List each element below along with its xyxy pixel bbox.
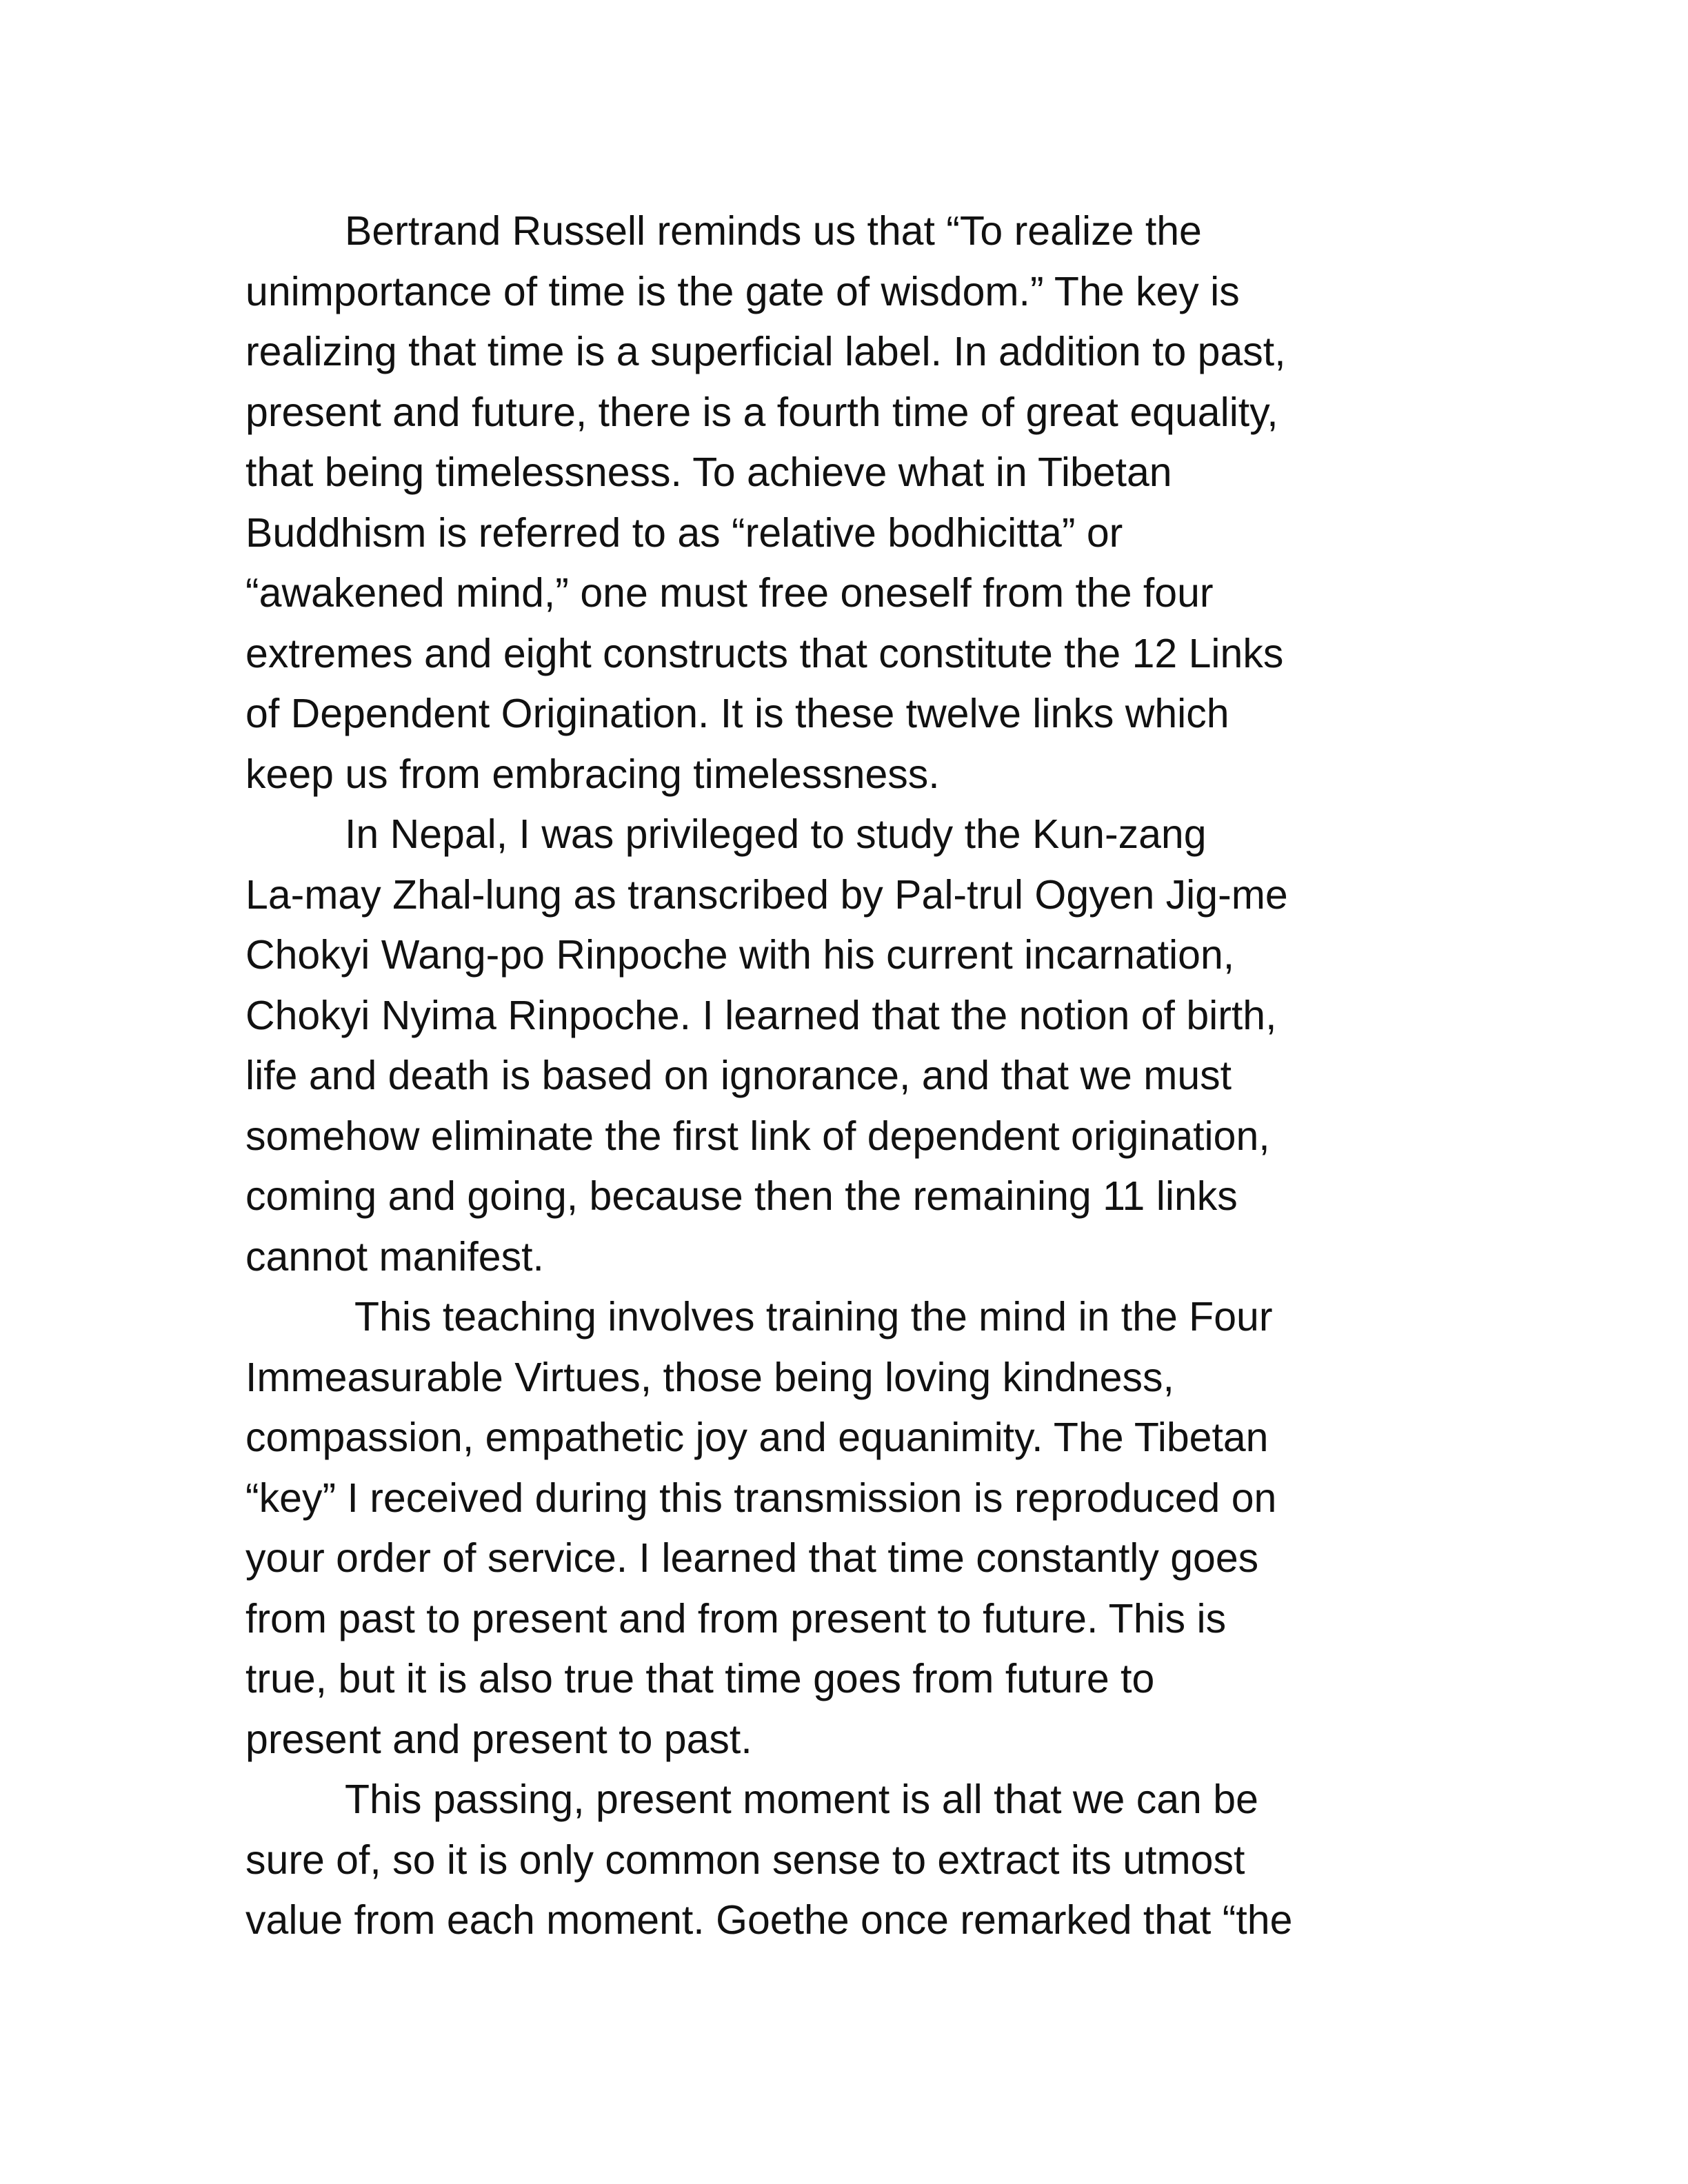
text-line: This teaching involves training the mind in the Four [354,1294,1273,1339]
text-line: “awakened mind,” one must free oneself from the four [245,570,1214,616]
text-line: cannot manifest. [245,1233,544,1280]
text-line: keep us from embracing timelessness. [245,751,940,797]
text-line: La-may Zhal-lung as transcribed by Pal-trul Ogyen Jig-me [245,871,1288,918]
text-line: Immeasurable Virtues, those being loving kindness, [245,1354,1174,1400]
document-body [245,201,1459,1951]
text-line: of Dependent Origination. It is these twelve links which [245,691,1229,736]
paragraph-present-moment [245,1770,1459,1951]
text-line: “key” I received during this transmission is reproduced on [245,1475,1277,1521]
text-line: Chokyi Nyima Rinpoche. I learned that the notion of birth, [245,992,1277,1038]
text-line: This passing, present moment is all that we can be [345,1777,1258,1822]
text-line: from past to present and from present to future. This is [245,1595,1227,1641]
text-line: present and future, there is a fourth time of great equality, [245,389,1278,435]
paragraph-nepal [245,805,1459,1287]
text-line: your order of service. I learned that time constantly goes [245,1535,1259,1581]
text-line: In Nepal, I was privileged to study the Kun-zang [345,811,1207,857]
text-line: life and death is based on ignorance, and that we must [245,1053,1232,1098]
text-line: realizing that time is a superficial label. In addition to past, [245,329,1286,374]
text-line: true, but it is also true that time goes from future to [245,1656,1155,1701]
paragraph-teaching [245,1287,1459,1770]
text-line: sure of, so it is only common sense to extract its utmost [245,1837,1245,1883]
text-line: extremes and eight constructs that constitute the 12 Links [245,630,1284,676]
text-line: that being timelessness. To achieve what in Tibetan [245,449,1172,495]
text-line: coming and going, because then the remaining 11 links [245,1173,1238,1219]
text-line: Buddhism is referred to as “relative bodhicitta” or [245,509,1123,556]
text-line: compassion, empathetic joy and equanimity. The Tibetan [245,1415,1269,1460]
text-line: Bertrand Russell reminds us that “To realize the [345,208,1202,254]
text-line: present and present to past. [245,1716,752,1762]
paragraph-russell [245,201,1459,805]
text-line: Chokyi Wang-po Rinpoche with his current incarnation, [245,932,1235,978]
text-line: unimportance of time is the gate of wisdom.” The key is [245,268,1240,314]
text-line: somehow eliminate the first link of dependent origination, [245,1113,1270,1159]
text-line: value from each moment. Goethe once remarked that “the [245,1897,1293,1943]
